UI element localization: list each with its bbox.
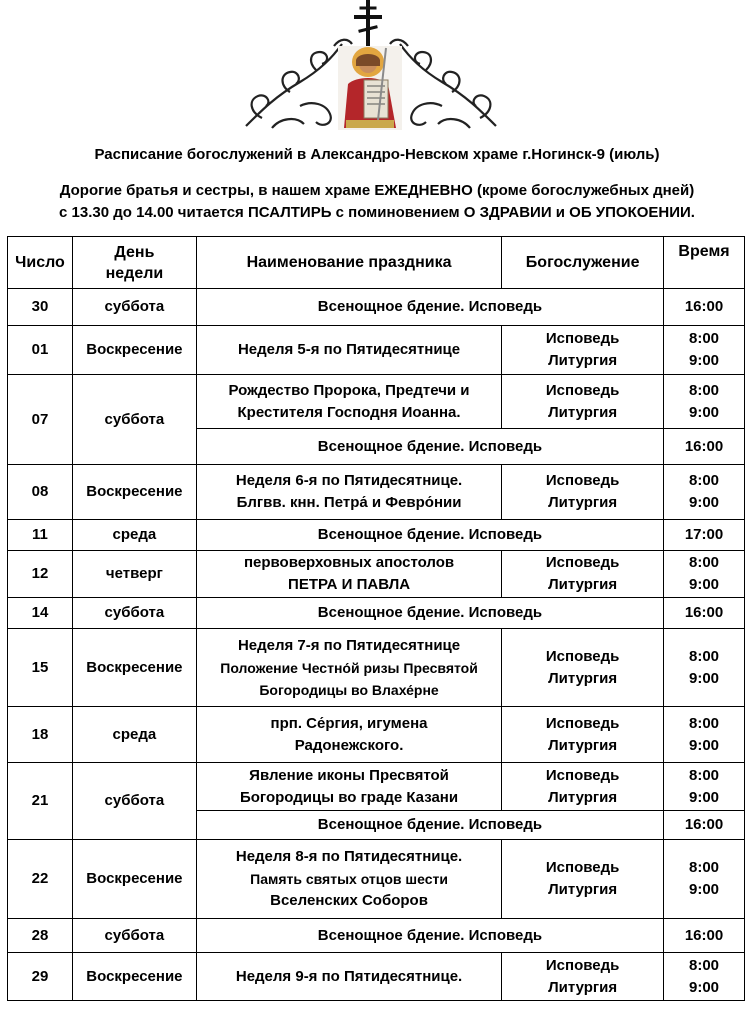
- row-service-merged: Всенощное бдение. Исповедь: [196, 520, 663, 551]
- column-header-day: День недели: [72, 237, 196, 289]
- row-services: Исповедь Литургия: [502, 629, 664, 707]
- left-ornament-icon: [246, 40, 352, 128]
- row-date: 30: [8, 289, 73, 326]
- row-weekday: суббота: [72, 919, 196, 953]
- row-feast: Неделя 8-я по Пятидесятнице. Память святых отцов шести Вселенских Соборов: [196, 840, 501, 919]
- row-weekday: суббота: [72, 289, 196, 326]
- row-times: 8:00 9:00: [664, 840, 745, 919]
- row-date: 08: [8, 465, 73, 520]
- row-service-merged: Всенощное бдение. Исповедь: [196, 811, 663, 840]
- row-weekday: Воскресение: [72, 465, 196, 520]
- table-row: [8, 375, 745, 429]
- column-header-feast: Наименование праздника: [196, 237, 501, 289]
- row-times: 8:00 9:00: [664, 326, 745, 375]
- notice-line-2: с 13.30 до 14.00 читается ПСАЛТИРЬ с поминовением О ЗДРАВИИ и ОБ УПОКОЕНИИ.: [59, 204, 695, 221]
- row-weekday: Воскресение: [72, 326, 196, 375]
- row-weekday: суббота: [72, 598, 196, 629]
- row-feast: Неделя 6-я по Пятидесятнице. Блгвв. кнн. Петра́ и Февро́нии: [196, 465, 501, 520]
- page-title: Расписание богослужений в Александро-Невском храме г.Ногинск-9 (июль): [94, 146, 660, 163]
- row-feast: Рождество Пророка, Предтечи и Крестителя Господня Иоанна.: [196, 375, 501, 429]
- row-time: 16:00: [664, 919, 745, 953]
- row-services: Исповедь Литургия: [502, 375, 664, 429]
- table-row: [8, 326, 745, 375]
- column-header-service: Богослужение: [502, 237, 664, 289]
- row-times: 8:00 9:00: [664, 629, 745, 707]
- column-header-num: Число: [8, 237, 73, 289]
- row-weekday: среда: [72, 707, 196, 763]
- row-weekday: среда: [72, 520, 196, 551]
- row-feast: первоверховных апостолов ПЕТРА И ПАВЛА: [196, 551, 501, 598]
- row-date: 22: [8, 840, 73, 919]
- saint-icon-image: [338, 46, 402, 130]
- row-weekday: Воскресение: [72, 840, 196, 919]
- row-services: Исповедь Литургия: [502, 707, 664, 763]
- notice-line-1: Дорогие братья и сестры, в нашем храме ЕЖЕДНЕВНО (кроме богослужебных дней): [59, 182, 695, 199]
- row-services: Исповедь Литургия: [502, 465, 664, 520]
- table-row: [8, 763, 745, 811]
- row-date: 01: [8, 326, 73, 375]
- row-service-merged: Всенощное бдение. Исповедь: [196, 289, 663, 326]
- table-row: [8, 919, 745, 953]
- row-services: Исповедь Литургия: [502, 551, 664, 598]
- row-times: 8:00 9:00: [664, 953, 745, 1001]
- column-header-time: Время: [664, 237, 745, 289]
- row-time: 17:00: [664, 520, 745, 551]
- right-ornament-icon: [390, 40, 496, 128]
- row-service-merged: Всенощное бдение. Исповедь: [196, 598, 663, 629]
- psalter-notice: [0, 180, 754, 224]
- row-feast: Неделя 7-я по Пятидесятнице Положение Честно́й ризы Пресвятой Богородицы во Влахе́рне: [196, 629, 501, 707]
- row-time: 16:00: [664, 598, 745, 629]
- row-services: Исповедь Литургия: [502, 763, 664, 811]
- row-weekday: Воскресение: [72, 953, 196, 1001]
- row-feast: прп. Се́ргия, игумена Радонежского.: [196, 707, 501, 763]
- table-row: [8, 465, 745, 520]
- row-weekday: Воскресение: [72, 629, 196, 707]
- row-feast: Неделя 9-я по Пятидесятнице.: [196, 953, 501, 1001]
- row-weekday: суббота: [72, 375, 196, 465]
- row-services: Исповедь Литургия: [502, 840, 664, 919]
- table-row: [8, 520, 745, 551]
- orthodox-cross-icon: [356, 2, 380, 44]
- row-date: 11: [8, 520, 73, 551]
- table-header-row: [8, 237, 745, 289]
- row-feast: Явление иконы Пресвятой Богородицы во граде Казани: [196, 763, 501, 811]
- row-times: 8:00 9:00: [664, 551, 745, 598]
- table-row: [8, 289, 745, 326]
- row-feast: Неделя 5-я по Пятидесятнице: [196, 326, 501, 375]
- row-time: 16:00: [664, 811, 745, 840]
- schedule-table: [7, 236, 745, 1001]
- row-times: 8:00 9:00: [664, 763, 745, 811]
- row-services: Исповедь Литургия: [502, 326, 664, 375]
- row-service-merged: Всенощное бдение. Исповедь: [196, 919, 663, 953]
- row-services: Исповедь Литургия: [502, 953, 664, 1001]
- row-date: 12: [8, 551, 73, 598]
- table-row: [8, 953, 745, 1001]
- table-row: [8, 840, 745, 919]
- table-row: [8, 707, 745, 763]
- row-service-merged: Всенощное бдение. Исповедь: [196, 429, 663, 465]
- row-date: 28: [8, 919, 73, 953]
- row-date: 14: [8, 598, 73, 629]
- row-date: 07: [8, 375, 73, 465]
- row-time: 16:00: [664, 289, 745, 326]
- row-times: 8:00 9:00: [664, 375, 745, 429]
- row-date: 29: [8, 953, 73, 1001]
- row-times: 8:00 9:00: [664, 465, 745, 520]
- row-date: 18: [8, 707, 73, 763]
- row-time: 16:00: [664, 429, 745, 465]
- row-date: 21: [8, 763, 73, 840]
- table-row: [8, 629, 745, 707]
- row-weekday: четверг: [72, 551, 196, 598]
- header-ornament: [0, 0, 754, 140]
- row-weekday: суббота: [72, 763, 196, 840]
- table-row: [8, 598, 745, 629]
- row-date: 15: [8, 629, 73, 707]
- table-row: [8, 551, 745, 598]
- row-times: 8:00 9:00: [664, 707, 745, 763]
